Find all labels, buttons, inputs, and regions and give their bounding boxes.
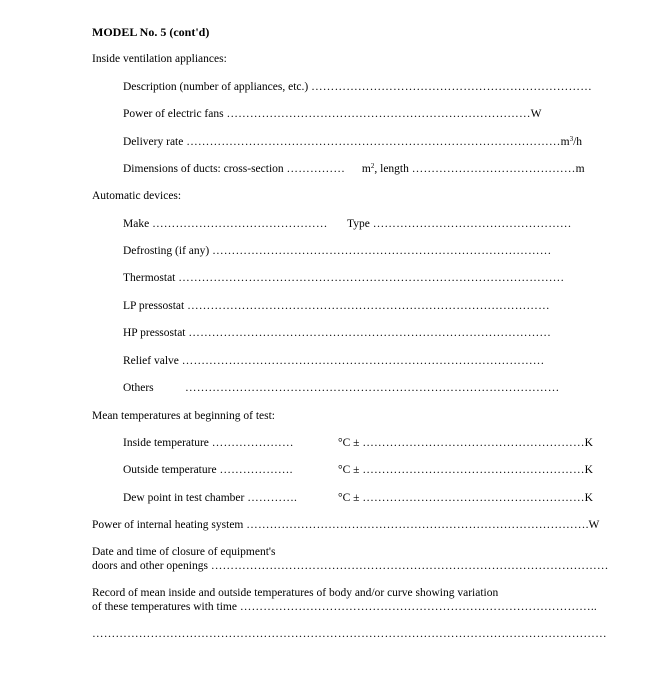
ducts-unit1: m xyxy=(361,163,371,175)
inside-temp-tol-field[interactable]: ………………………………………………… xyxy=(362,437,585,449)
ducts-label: Dimensions of ducts: cross-section xyxy=(123,163,284,175)
ducts-section-field[interactable]: …………… xyxy=(286,163,346,175)
lp-label: LP pressostat xyxy=(123,300,185,312)
dew-tol-field[interactable]: ………………………………………………… xyxy=(362,492,585,504)
inside-temp-row xyxy=(123,437,294,450)
make-row xyxy=(123,218,328,231)
dew-field[interactable]: …………. xyxy=(247,492,298,504)
page-title: MODEL No. 5 (cont'd) xyxy=(92,25,210,39)
record-line1: Record of mean inside and outside temperatures of body and/or curve showing variation xyxy=(92,587,499,599)
closure-row xyxy=(92,560,609,573)
temperatures-heading: Mean temperatures at beginning of test: xyxy=(92,410,275,422)
outside-temp-sign: °C ± xyxy=(338,464,360,476)
thermostat-label: Thermostat xyxy=(123,272,176,284)
closure-line1: Date and time of closure of equipment's xyxy=(92,546,276,558)
record-row xyxy=(92,601,597,614)
heating-row xyxy=(92,519,599,532)
outside-temp-row xyxy=(123,464,293,477)
thermostat-field[interactable]: ……………………………………………………………………………………… xyxy=(178,272,565,284)
delivery-unit: m xyxy=(560,136,570,148)
relief-label: Relief valve xyxy=(123,355,179,367)
others-label: Others xyxy=(123,382,154,394)
type-field[interactable]: …………………………………………… xyxy=(372,218,572,230)
closure-label: doors and other openings xyxy=(92,560,208,572)
hp-row xyxy=(123,327,551,340)
make-field[interactable]: ……………………………………… xyxy=(152,218,328,230)
delivery-row xyxy=(123,136,582,149)
defrosting-label: Defrosting (if any) xyxy=(123,245,210,257)
others-field[interactable]: …………………………………………………………………………………… xyxy=(185,382,560,394)
hp-label: HP pressostat xyxy=(123,327,186,339)
ducts-unit1-sup: 2 xyxy=(370,162,375,170)
outside-temp-label: Outside temperature xyxy=(123,464,217,476)
ventilation-heading: Inside ventilation appliances: xyxy=(92,53,227,65)
outside-temp-field[interactable]: ………………. xyxy=(219,464,293,476)
dew-label: Dew point in test chamber xyxy=(123,492,245,504)
relief-field[interactable]: ………………………………………………………………………………… xyxy=(181,355,545,367)
ducts-row xyxy=(123,163,585,176)
heating-unit: .W xyxy=(585,519,600,531)
type-row xyxy=(347,218,572,231)
dew-sign: °C ± xyxy=(338,492,360,504)
relief-row xyxy=(123,355,544,368)
automatic-heading: Automatic devices: xyxy=(92,190,182,202)
record-extra-field[interactable]: …………………………………………………………………………………………………………………… xyxy=(92,628,607,640)
fans-unit: W xyxy=(530,108,542,120)
dew-tol xyxy=(338,492,593,505)
lp-row xyxy=(123,300,550,313)
description-row xyxy=(123,81,592,94)
dew-unit: K xyxy=(584,492,593,504)
heating-label: Power of internal heating system xyxy=(92,519,244,531)
delivery-label: Delivery rate xyxy=(123,136,184,148)
thermostat-row xyxy=(123,272,564,285)
delivery-unit-sup: 3 xyxy=(569,135,574,143)
outside-temp-tol-field[interactable]: ………………………………………………… xyxy=(362,464,585,476)
inside-temp-sign: °C ± xyxy=(338,437,360,449)
hp-field[interactable]: ………………………………………………………………………………… xyxy=(188,327,552,339)
others-row xyxy=(123,382,154,395)
heating-field[interactable]: …………………………………………………………………………… xyxy=(246,519,586,531)
fans-label: Power of electric fans xyxy=(123,108,224,120)
ducts-unit2: m xyxy=(575,163,585,175)
defrosting-field[interactable]: …………………………………………………………………………… xyxy=(212,245,552,257)
closure-field[interactable]: ………………………………………………………………………………………… xyxy=(210,560,609,572)
inside-temp-field[interactable]: ………………… xyxy=(211,437,294,449)
ducts-unit1-tail: , length xyxy=(374,163,409,175)
inside-temp-unit: K xyxy=(584,437,593,449)
record-field[interactable]: ……………………………………………………………………………….. xyxy=(239,601,598,613)
inside-temp-label: Inside temperature xyxy=(123,437,209,449)
inside-temp-tol xyxy=(338,437,593,450)
make-label: Make xyxy=(123,218,150,230)
type-label: Type xyxy=(347,218,370,230)
fans-field[interactable]: …………………………………………………………………… xyxy=(226,108,531,120)
description-field[interactable]: ……………………………………………………………… xyxy=(311,81,592,93)
outside-temp-tol xyxy=(338,464,593,477)
fans-row xyxy=(123,108,542,121)
record-label: of these temperatures with time xyxy=(92,601,237,613)
defrosting-row xyxy=(123,245,551,258)
ducts-length-field[interactable]: …………………………………… xyxy=(411,163,576,175)
lp-field[interactable]: ………………………………………………………………………………… xyxy=(187,300,550,312)
delivery-unit-tail: /h xyxy=(573,136,583,148)
dew-row xyxy=(123,492,297,505)
description-label: Description (number of appliances, etc.) xyxy=(123,81,309,93)
delivery-field[interactable]: …………………………………………………………………………………… xyxy=(186,136,561,148)
outside-temp-unit: K xyxy=(584,464,593,476)
